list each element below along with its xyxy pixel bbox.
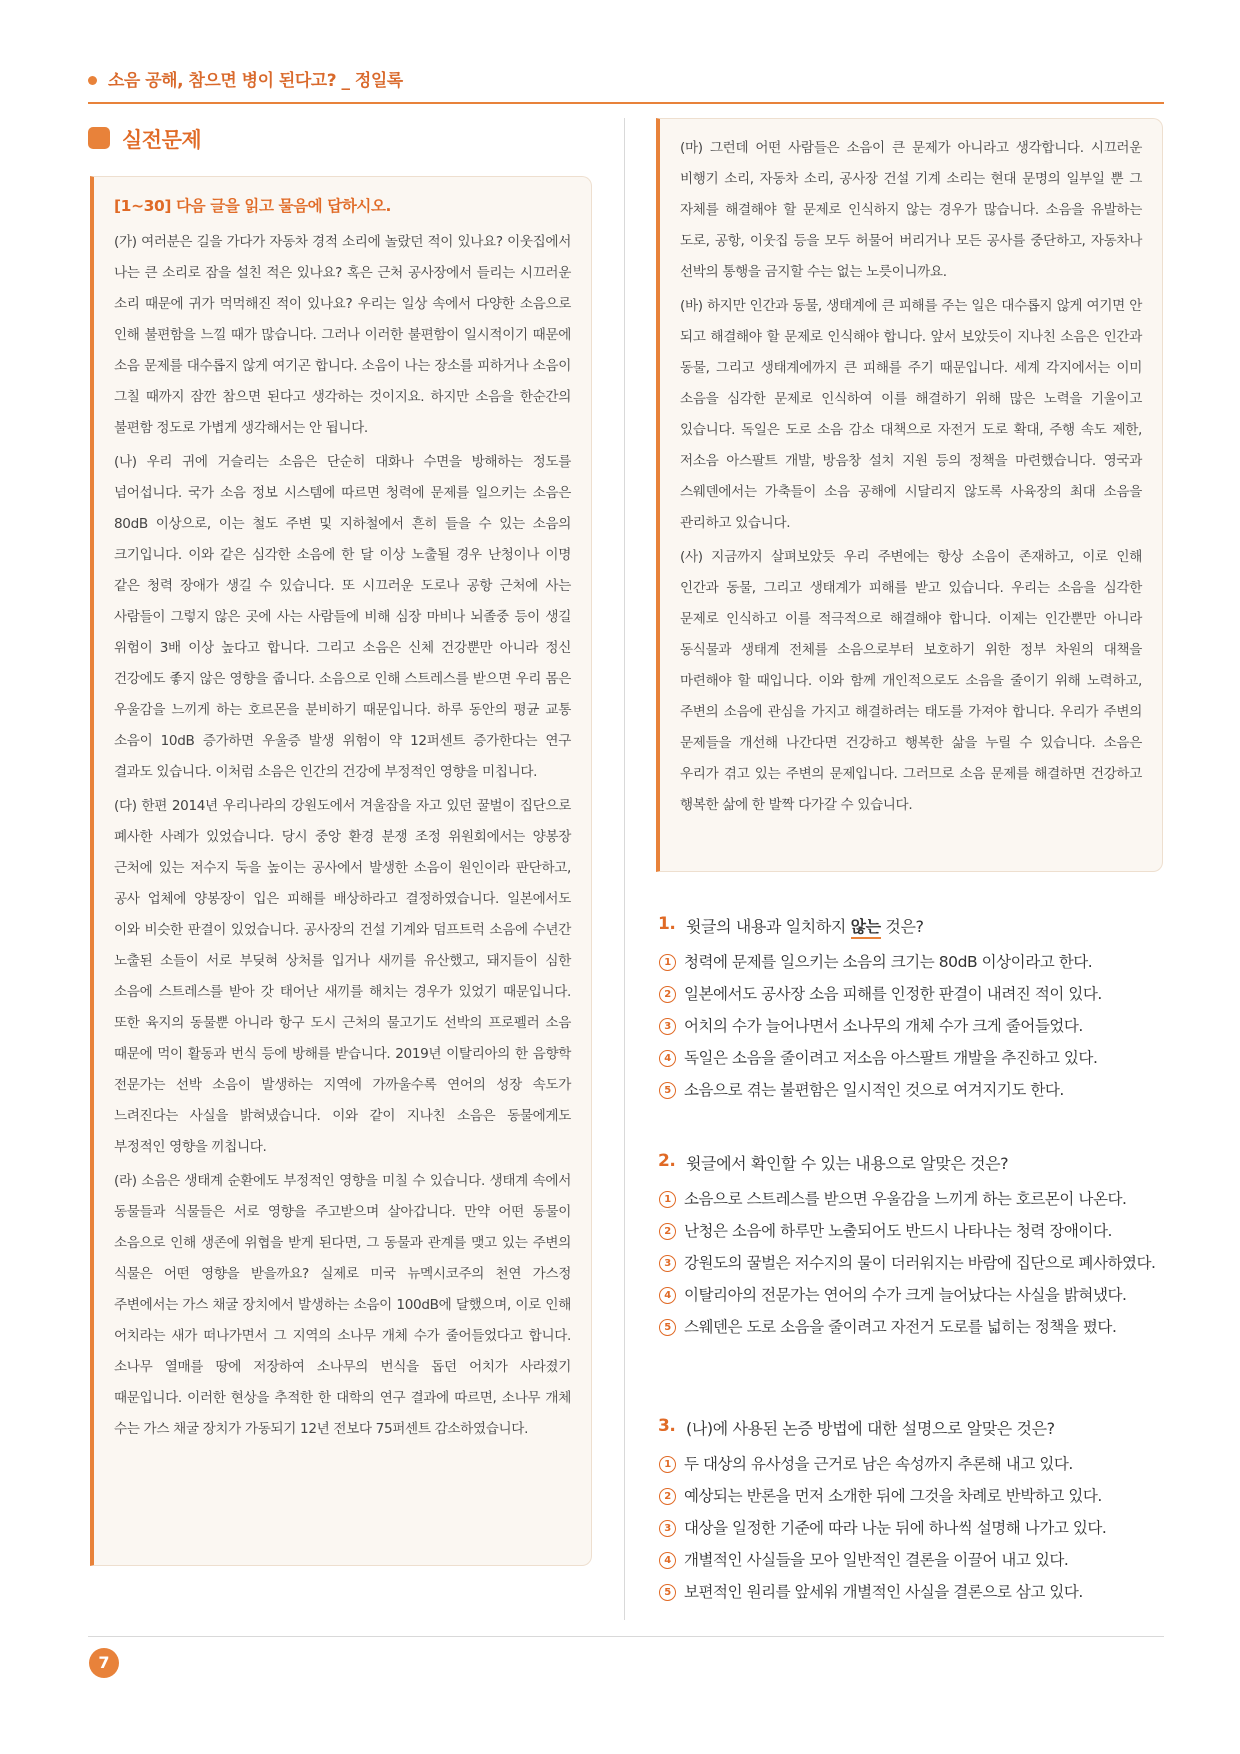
option-text: 어치의 수가 늘어나면서 소나무의 개체 수가 크게 줄어들었다. <box>684 1017 1083 1035</box>
paragraph-da: (다) 한편 2014년 우리나라의 강원도에서 겨울잠을 자고 있던 꿀벌이 집단으로 폐사한 사례가 있었습니다. 당시 중앙 환경 분쟁 조정 위원회에서는 양봉장 근처에 있는 저수지 둑을 높이는 공사에서 발생한 소음이 원인이라 판단하고, 공사 업체에 양봉장이 입은 피해를 배상하라고 결정하였습니다. 일본에서도 이와 비슷한 판결이 있었습니다. 공사장의 건설 기계와 덤프트럭 소음에 수년간 노출된 소들이 서로 부딪혀 상처를 입거나 새끼를 유산했고, 돼지들이 심한 소음에 스트레스를 받아 갓 태어난 새끼를 해치는 경우가 있었기 때문입니다. 또한 육지의 동물뿐 아니라 항구 도시 근처의 물고기도 선박의 프로펠러 소음 때문에 먹이 활동과 번식 등에 방해를 받습니다. 2019년 이탈리아의 한 음향학 전문가는 선박 소음이 발생하는 지역에 가까울수록 연어의 성장 속도가 느려진다는 사실을 밝혀냈습니다. 이와 같이 지나친 소음은 동물에게도 부정적인 영향을 끼칩니다. <box>114 798 571 1155</box>
paragraph-ga: (가) 여러분은 길을 가다가 자동차 경적 소리에 놀랐던 적이 있나요? 이웃집에서 나는 큰 소리로 잠을 설친 적은 있나요? 혹은 근처 공사장에서 들리는 시끄러운 소리 때문에 귀가 먹먹해진 적이 있나요? 우리는 일상 속에서 다양한 소음으로 인해 불편함을 느낄 때가 많습니다. 그러나 이러한 불편함이 일시적이기 때문에 소음 문제를 대수롭지 않게 여기곤 합니다. 소음이 나는 장소를 피하거나 소음이 그칠 때까지 잠깐 참으면 된다고 생각하는 것이지요. 하지만 소음을 한순간의 불편함 정도로 가볍게 생각해서는 안 됩니다. <box>114 234 571 436</box>
question-stem: (나)에 사용된 논증 방법에 대한 설명으로 알맞은 것은? <box>686 1419 1055 1438</box>
option-text: 개별적인 사실들을 모아 일반적인 결론을 이끌어 내고 있다. <box>684 1551 1069 1569</box>
option-2[interactable] <box>656 1480 1164 1512</box>
circled-number-icon: 3 <box>659 1520 676 1537</box>
option-text: 독일은 소음을 줄이려고 저소음 아스팔트 개발을 추진하고 있다. <box>684 1049 1098 1067</box>
question-header <box>656 1147 1164 1181</box>
passage-box-left <box>90 176 592 1566</box>
option-list <box>656 946 1164 1106</box>
paragraph-ba: (바) 하지만 인간과 동물, 생태계에 큰 피해를 주는 일은 대수롭지 않게 여기면 안 되고 해결해야 할 문제로 인식해야 합니다. 앞서 보았듯이 지나친 소음은 인간과 동물, 그리고 생태계에까지 큰 피해를 주기 때문입니다. 세계 각지에서는 이미 소음을 심각한 문제로 인식하여 이를 해결하기 위해 많은 노력을 기울이고 있습니다. 독일은 도로 소음 감소 대책으로 자전거 도로 확대, 주행 속도 제한, 저소음 아스팔트 개발, 방음창 설치 지원 등의 정책을 마련했습니다. 영국과 스웨덴에서는 가축들이 소음 공해에 시달리지 않도록 사육장의 최대 소음을 관리하고 있습니다. <box>680 298 1142 531</box>
option-2[interactable] <box>656 1215 1164 1247</box>
option-text: 난청은 소음에 하루만 노출되어도 반드시 나타나는 청력 장애이다. <box>684 1222 1112 1240</box>
circled-number-icon: 4 <box>659 1552 676 1569</box>
paragraph-ra: (라) 소음은 생태계 순환에도 부정적인 영향을 미칠 수 있습니다. 생태계 속에서 동물들과 식물들은 서로 영향을 주고받으며 살아갑니다. 만약 어떤 동물이 소음으로 인해 생존에 위협을 받게 된다면, 그 동물과 관계를 맺고 있는 주변의 식물은 어떤 영향을 받을까요? 실제로 미국 뉴멕시코주의 천연 가스정 주변에서는 가스 채굴 장치에서 발생하는 소음이 100dB에 달했으며, 이로 인해 어치라는 새가 떠나가면서 그 지역의 소나무 개체 수가 줄어들었다고 합니다. 소나무 열매를 땅에 저장하여 소나무의 번식을 돕던 어치가 사라졌기 때문입니다. 이러한 현상을 추적한 한 대학의 연구 결과에 따르면, 소나무 개체 수는 가스 채굴 장치가 가동되기 12년 전보다 75퍼센트 감소하였습니다. <box>114 1173 571 1437</box>
option-text: 대상을 일정한 기준에 따라 나눈 뒤에 하나씩 설명해 나가고 있다. <box>684 1519 1107 1537</box>
option-4[interactable] <box>656 1042 1164 1074</box>
circled-number-icon: 3 <box>659 1018 676 1035</box>
circled-number-icon: 2 <box>659 1488 676 1505</box>
option-text: 소음으로 스트레스를 받으면 우울감을 느끼게 하는 호르몬이 나온다. <box>684 1190 1127 1208</box>
option-text: 예상되는 반론을 먼저 소개한 뒤에 그것을 차례로 반박하고 있다. <box>684 1487 1102 1505</box>
question-number: 3. <box>658 1416 676 1436</box>
circled-number-icon: 1 <box>659 1191 676 1208</box>
section-title: 실전문제 <box>122 128 202 152</box>
option-list <box>656 1183 1164 1343</box>
option-2[interactable] <box>656 978 1164 1010</box>
question-header <box>656 910 1164 944</box>
option-text: 소음으로 겪는 불편함은 일시적인 것으로 여겨지기도 한다. <box>684 1081 1064 1099</box>
circled-number-icon: 4 <box>659 1287 676 1304</box>
circled-number-icon: 5 <box>659 1319 676 1336</box>
option-4[interactable] <box>656 1544 1164 1576</box>
circled-number-icon: 3 <box>659 1255 676 1272</box>
option-1[interactable] <box>656 1448 1164 1480</box>
option-1[interactable] <box>656 1183 1164 1215</box>
circled-number-icon: 2 <box>659 986 676 1003</box>
circled-number-icon: 5 <box>659 1082 676 1099</box>
question-stem: 윗글에서 확인할 수 있는 내용으로 알맞은 것은? <box>686 1154 1009 1173</box>
question-stem-after: 것은? <box>880 917 924 936</box>
option-3[interactable] <box>656 1247 1164 1279</box>
column-divider <box>624 118 625 1620</box>
paragraph-sa: (사) 지금까지 살펴보았듯 우리 주변에는 항상 소음이 존재하고, 이로 인해 인간과 동물, 그리고 생태계가 피해를 받고 있습니다. 우리는 소음을 심각한 문제로 인식하고 이를 적극적으로 해결해야 합니다. 이제는 인간뿐만 아니라 동식물과 생태계 전체를 소음으로부터 보호하기 위한 정부 차원의 대책을 마련해야 할 때입니다. 이와 함께 개인적으로도 소음을 줄이기 위해 노력하고, 주변의 소음에 관심을 가지고 해결하려는 태도를 가져야 합니다. 우리가 주변의 문제들을 개선해 나간다면 건강하고 행복한 삶을 누릴 수 있습니다. 소음은 우리가 겪고 있는 주변의 문제입니다. 그러므로 소음 문제를 해결하면 건강하고 행복한 삶에 한 발짝 다가갈 수 있습니다. <box>680 549 1142 813</box>
question-number: 1. <box>658 914 676 934</box>
option-text: 강원도의 꿀벌은 저수지의 물이 더러워지는 바람에 집단으로 폐사하였다. <box>684 1254 1156 1272</box>
option-text: 보편적인 원리를 앞세워 개별적인 사실을 결론으로 삼고 있다. <box>684 1583 1083 1601</box>
circled-number-icon: 5 <box>659 1584 676 1601</box>
question-header <box>656 1412 1164 1446</box>
section-square-icon <box>88 127 110 149</box>
option-3[interactable] <box>656 1010 1164 1042</box>
option-5[interactable] <box>656 1074 1164 1106</box>
passage-box-right <box>656 118 1163 872</box>
option-text: 일본에서도 공사장 소음 피해를 인정한 판결이 내려진 적이 있다. <box>684 985 1102 1003</box>
page-number-badge: 7 <box>89 1648 119 1678</box>
option-list <box>656 1448 1164 1608</box>
footer-divider <box>88 1636 1164 1637</box>
option-text: 이탈리아의 전문가는 연어의 수가 크게 늘어났다는 사실을 밝혀냈다. <box>684 1286 1127 1304</box>
question-stem <box>686 914 924 937</box>
option-text: 스웨덴은 도로 소음을 줄이려고 자전거 도로를 넓히는 정책을 폈다. <box>684 1318 1117 1336</box>
circled-number-icon: 1 <box>659 1456 676 1473</box>
circled-number-icon: 1 <box>659 954 676 971</box>
question-stem-before: 윗글의 내용과 일치하지 <box>686 917 851 936</box>
option-text: 두 대상의 유사성을 근거로 남은 속성까지 추론해 내고 있다. <box>684 1455 1073 1473</box>
option-3[interactable] <box>656 1512 1164 1544</box>
paragraph-ma: (마) 그런데 어떤 사람들은 소음이 큰 문제가 아니라고 생각합니다. 시끄러운 비행기 소리, 자동차 소리, 공사장 건설 기계 소리는 현대 문명의 일부일 뿐 그 자체를 해결해야 할 문제로 인식하지 않는 경우가 많습니다. 소음을 유발하는 도로, 공항, 이웃집 등을 모두 허물어 버리거나 모든 공사를 중단하고, 자동차나 선박의 통행을 금지할 수는 없는 노릇이니까요. <box>680 140 1142 280</box>
question-stem-emphasis: 않는 <box>851 917 881 939</box>
circled-number-icon: 4 <box>659 1050 676 1067</box>
question-number: 2. <box>658 1151 676 1171</box>
option-1[interactable] <box>656 946 1164 978</box>
question-2 <box>656 1147 1164 1343</box>
option-5[interactable] <box>656 1576 1164 1608</box>
page-header <box>88 58 1164 104</box>
question-3 <box>656 1412 1164 1608</box>
option-5[interactable] <box>656 1311 1164 1343</box>
circled-number-icon: 2 <box>659 1223 676 1240</box>
header-title: 소음 공해, 참으면 병이 된다고? _ 정일록 <box>108 71 403 91</box>
paragraph-na: (나) 우리 귀에 거슬리는 소음은 단순히 대화나 수면을 방해하는 정도를 넘어섭니다. 국가 소음 정보 시스템에 따르면 청력에 문제를 일으키는 소음은 80dB 이상으로, 이는 철도 주변 및 지하철에서 흔히 들을 수 있는 소음의 크기입니다. 이와 같은 심각한 소음에 한 달 이상 노출될 경우 난청이나 이명 같은 청력 장애가 생길 수 있습니다. 또 시끄러운 도로나 공항 근처에 사는 사람들이 그렇지 않은 곳에 사는 사람들에 비해 심장 마비나 뇌졸중 등이 생길 위험이 3배 이상 높다고 합니다. 그리고 소음은 신체 건강뿐만 아니라 정신 건강에도 좋지 않은 영향을 줍니다. 소음으로 인해 스트레스를 받으면 우리 몸은 우울감을 느끼게 하는 호르몬을 분비하기 때문입니다. 하루 동안의 평균 교통 소음이 10dB 증가하면 우울증 발생 위험이 약 12퍼센트 증가한다는 연구 결과도 있습니다. 이처럼 소음은 인간의 건강에 부정적인 영향을 미칩니다. <box>114 454 571 780</box>
passage-instruction: [1~30] 다음 글을 읽고 물음에 답하시오. <box>114 197 392 215</box>
question-1 <box>656 910 1164 1106</box>
header-bullet-icon <box>88 76 97 85</box>
option-4[interactable] <box>656 1279 1164 1311</box>
option-text: 청력에 문제를 일으키는 소음의 크기는 80dB 이상이라고 한다. <box>684 953 1093 971</box>
